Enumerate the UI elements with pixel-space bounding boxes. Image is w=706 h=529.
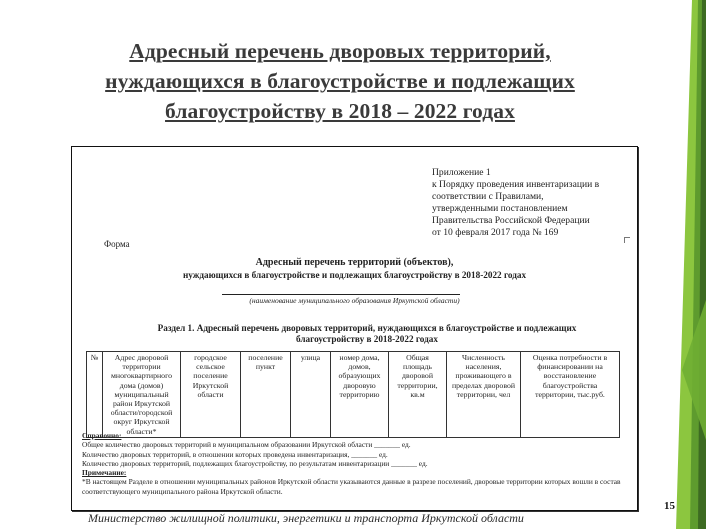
reference-line: Количество дворовых территорий, подлежащих благоустройству, по результатам инвентаризации _______ ед. [82,458,428,468]
section-title: Раздел 1. Адресный перечень дворовых территорий, нуждающихся в благоустройстве и подлежащих благоустройству в 2018-2022 годах [157,323,577,344]
appendix-line: Приложение 1 [432,167,491,178]
form-label: Форма [104,239,130,249]
table-header-row [87,352,620,438]
address-table [86,351,620,438]
municipality-caption: (наименование муниципального образования Иркутской области) [249,296,460,305]
slide-title [20,36,660,126]
doc-heading-line-2: нуждающихся в благоустройстве и подлежащих благоустройству в 2018-2022 годах [182,270,527,280]
corner-mark [624,237,630,243]
appendix-line: утвержденными постановлением [432,203,568,214]
appendix-line: к Порядку проведения инвентаризации в [432,179,600,190]
reference-title: Справочно: [82,431,122,440]
decorative-stripes [662,0,706,529]
doc-heading-line-1: Адресный перечень территорий (объектов), [255,257,454,268]
table-header-cell: улица [291,352,331,438]
reference-line: Общее количество дворовых территорий в муниципальном образовании Иркутской области _______ ед. [82,440,411,450]
table-header-cell: номер дома, домов, образующих дворовую территорию [331,352,389,438]
table-header-cell: Численность населения, проживающего в пределах дворовой территории, чел [447,352,521,438]
note-text: *В настоящем Разделе в отношении муниципальных районов Иркутской области указываются данные в разрезе поселений, дворовые территории которых вошли в состав соответствующего муниципального района Иркутской области. [82,477,621,496]
table-header-cell: Адрес дворовой территории многоквартирного дома (домов) муниципальный район Иркутской области/городской округ Иркутской области* [103,352,181,438]
appendix-line: от 10 февраля 2017 года № 169 [432,227,559,238]
document-scan [71,146,638,511]
reference-line: Количество дворовых территорий, в отношении которых проведена инвентаризация, _______ ед. [82,449,388,459]
appendix-line: соответствии с Правилами, [432,191,544,202]
reference-block [82,431,627,496]
table-header-cell: городское сельское поселение Иркутской области [181,352,241,438]
table-header-cell: поселение пункт [241,352,291,438]
title-line-2: нуждающихся в благоустройстве и подлежащих [105,69,575,93]
table-header-cell: № [87,352,103,438]
title-line-1: Адресный перечень дворовых территорий, [129,39,551,63]
page-number: 15 [664,500,675,512]
title-line-3: благоустройству в 2018 – 2022 годах [165,99,515,123]
footer-ministry: Министерство жилищной политики, энергетики и транспорта Иркутской области [88,511,524,525]
table-header-cell: Общая площадь дворовой территории, кв.м [389,352,447,438]
table-header-cell: Оценка потребности в финансировании на восстановление благоустройства территории, тыс.руб. [521,352,620,438]
municipality-underline [222,294,460,295]
appendix-block [432,167,599,239]
note-title: Примечание: [82,468,127,478]
appendix-line: Правительства Российской Федерации [432,215,590,226]
